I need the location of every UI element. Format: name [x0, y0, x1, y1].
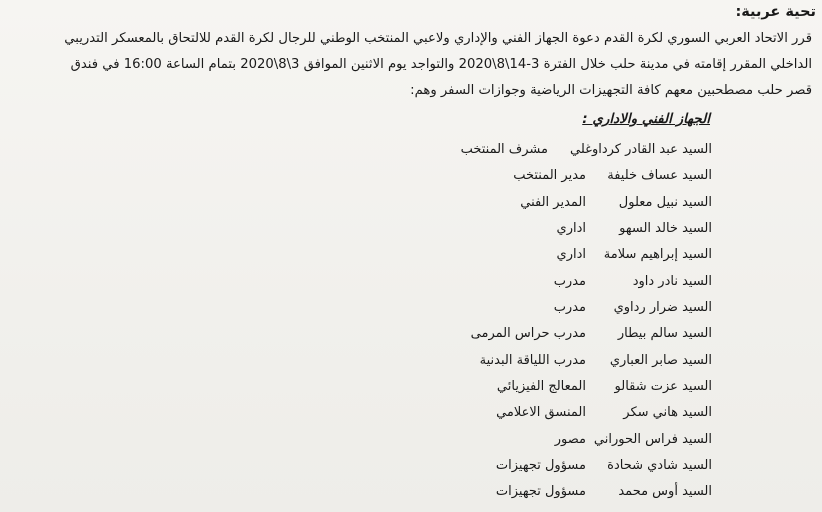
section-title: الجهاز الفني والاداري :: [582, 111, 710, 127]
staff-name: السيد عبد القادر كرداوغلي: [570, 142, 712, 157]
staff-name: السيد عساف خليفة: [607, 168, 712, 183]
staff-row: [372, 455, 712, 477]
paragraph-line: الداخلي المقرر إقامته في مدينة حلب خلال الفترة 3-14\8\2020 والتواجد يوم الاثنين الموافق 3\8\2020 بتمام الساعة 16:00 في فندق: [70, 57, 812, 72]
staff-role: مدير المنتخب: [513, 168, 586, 183]
staff-name: السيد عزت شقالو: [614, 379, 712, 394]
staff-name: السيد صابر العباري: [609, 353, 712, 368]
staff-role: المنسق الاعلامي: [496, 405, 586, 420]
staff-row: [372, 165, 712, 187]
staff-role: اداري: [556, 247, 586, 262]
staff-role: مسؤول تجهيزات: [495, 458, 586, 473]
staff-name: السيد خالد السهو: [619, 221, 712, 236]
staff-name: السيد أوس محمد: [618, 484, 712, 499]
staff-name: السيد هاني سكر: [623, 405, 712, 420]
staff-role: المعالج الفيزيائي: [496, 379, 586, 394]
staff-row: [372, 323, 712, 345]
staff-name: السيد فراس الحوراني: [593, 432, 712, 447]
staff-row: [372, 297, 712, 319]
staff-row: [372, 350, 712, 372]
staff-name: السيد سالم بيطار: [617, 326, 712, 341]
staff-name: السيد شادي شحادة: [607, 458, 712, 473]
staff-row: [372, 402, 712, 424]
staff-role: مشرف المنتخب: [460, 142, 548, 157]
staff-row: [372, 192, 712, 214]
staff-role: مدرب حراس المرمى: [470, 326, 586, 341]
staff-name: السيد ضرار رداوي: [613, 300, 712, 315]
staff-name: السيد إبراهيم سلامة: [603, 247, 712, 262]
staff-row: [372, 376, 712, 398]
staff-role: مسؤول تجهيزات: [495, 484, 586, 499]
staff-row: [372, 429, 712, 451]
staff-role: مدرب: [553, 274, 586, 289]
invitation-paragraph: [22, 26, 812, 104]
staff-row: [372, 271, 712, 293]
staff-role: المدير الفني: [520, 195, 586, 210]
paragraph-line: قرر الاتحاد العربي السوري لكرة القدم دعوة الجهاز الفني والإداري ولاعبي المنتخب الوطني للرجال لكرة القدم للالتحاق بالمعسكر التدريبي: [64, 31, 812, 46]
staff-name: السيد نبيل معلول: [618, 195, 712, 210]
staff-row: [372, 218, 712, 240]
staff-role: اداري: [556, 221, 586, 236]
staff-role: مدرب اللياقة البدنية: [479, 353, 586, 368]
paragraph-line: قصر حلب مصطحبين معهم كافة التجهيزات الرياضية وجوازات السفر وهم:: [410, 83, 812, 98]
staff-row: [372, 244, 712, 266]
staff-row: [372, 481, 712, 503]
staff-name: السيد نادر داود: [632, 274, 712, 289]
greeting: تحية عربية:: [735, 4, 816, 20]
staff-row: [372, 139, 712, 161]
staff-role: مصور: [554, 432, 586, 447]
staff-role: مدرب: [553, 300, 586, 315]
